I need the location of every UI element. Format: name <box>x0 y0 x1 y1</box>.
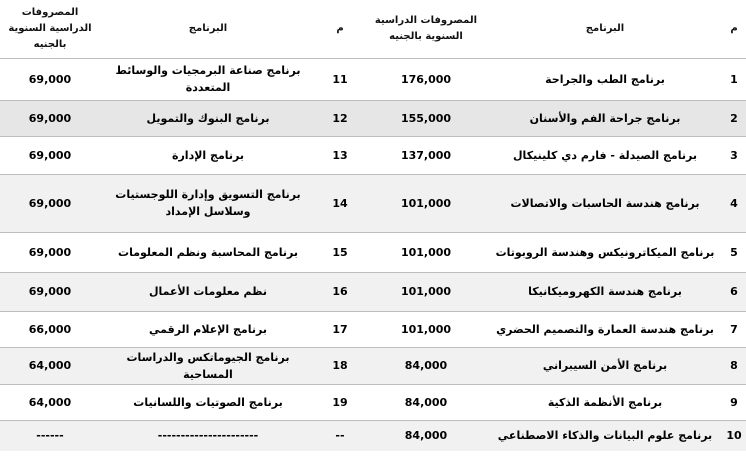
table-row <box>0 232 746 272</box>
program-name: نظم معلومات الأعمال <box>148 285 268 298</box>
program-name: برنامج التسويق وإدارة اللوجستيات وسلاسل الإمداد <box>115 188 301 218</box>
fee-value: 84,000 <box>404 395 448 409</box>
table-row <box>0 58 746 100</box>
program-name: برنامج الطب والجراحة <box>545 72 665 86</box>
fee-value: 101,000 <box>400 285 452 298</box>
fee-value: 84,000 <box>404 429 448 443</box>
table-row <box>0 100 746 136</box>
program-name: برنامج الأنظمة الذكية <box>547 395 663 409</box>
header-row <box>0 0 746 58</box>
row-number: 10 <box>726 429 742 443</box>
row-number: 16 <box>332 285 348 298</box>
header-program-left: البرنامج <box>188 22 228 34</box>
row-number: 7 <box>730 322 738 336</box>
fee-value: 137,000 <box>400 148 452 162</box>
header-m-right: م <box>730 22 738 34</box>
table-row <box>0 420 746 451</box>
fee-value: 101,000 <box>400 196 452 210</box>
row-number: 8 <box>730 359 738 372</box>
fee-value: 69,000 <box>28 285 72 298</box>
row-number: 2 <box>730 111 738 125</box>
fee-value: 69,000 <box>28 148 72 162</box>
program-name: برنامج صناعة البرمجيات والوسائط المتعددة <box>115 64 301 94</box>
row-number: 9 <box>730 395 738 409</box>
fee-value: 84,000 <box>404 359 448 372</box>
program-name: برنامج المحاسبة ونظم المعلومات <box>118 245 298 259</box>
table-row <box>0 136 746 174</box>
row-number: 15 <box>332 245 348 259</box>
row-number: 4 <box>730 196 738 210</box>
row-number: 18 <box>332 359 348 372</box>
row-number: -- <box>335 429 345 443</box>
row-number: 3 <box>730 148 738 162</box>
header-m-left: م <box>336 22 344 34</box>
fee-value: 155,000 <box>400 111 452 125</box>
fee-value: 66,000 <box>28 322 72 336</box>
program-name: برنامج جراحة الفم والأسنان <box>529 111 681 125</box>
program-name: برنامج هندسة الحاسبات والاتصالات <box>510 196 700 210</box>
fee-value: 101,000 <box>400 322 452 336</box>
fee-value: 64,000 <box>28 395 72 409</box>
fee-value: 176,000 <box>400 72 452 86</box>
program-name: برنامج الأمن السيبراني <box>542 359 668 372</box>
row-number: 19 <box>332 395 348 409</box>
program-name: برنامج الميكاترونيكس وهندسة الروبوتات <box>495 245 715 259</box>
fee-value: 69,000 <box>28 72 72 86</box>
program-name: برنامج علوم البيانات والذكاء الاصطناعي <box>497 429 713 443</box>
row-number: 5 <box>730 245 738 259</box>
row-number: 13 <box>332 148 348 162</box>
fee-value: 101,000 <box>400 245 452 259</box>
row-number: 11 <box>332 72 348 86</box>
row-number: 17 <box>332 322 348 336</box>
program-name: برنامج هندسة العمارة والتصميم الحضري <box>496 322 714 336</box>
table-row <box>0 174 746 232</box>
row-number: 12 <box>332 111 348 125</box>
program-name: برنامج الإدارة <box>171 148 244 162</box>
table-row <box>0 347 746 384</box>
header-program-right: البرنامج <box>585 22 625 34</box>
program-name: برنامج البنوك والتمويل <box>146 111 270 125</box>
program-name: ---------------------- <box>157 429 259 443</box>
program-name: برنامج هندسة الكهروميكانيكا <box>528 285 682 298</box>
fee-value: ------ <box>36 429 64 443</box>
row-number: 6 <box>730 285 738 298</box>
row-number: 1 <box>730 72 738 86</box>
program-name: برنامج الصوتيات واللسانيات <box>133 395 283 409</box>
table-row <box>0 272 746 311</box>
fee-value: 69,000 <box>28 245 72 259</box>
row-number: 14 <box>332 196 348 210</box>
header-fees-left: المصروفات الدراسية السنوية بالجنيه <box>8 6 92 50</box>
program-name: برنامج الصيدلة - فارم دي كلينيكال <box>513 148 697 162</box>
table-row <box>0 384 746 420</box>
fee-value: 69,000 <box>28 111 72 125</box>
table-row <box>0 311 746 347</box>
program-name: برنامج الجيوماتكس والدراسات المساحية <box>126 350 290 381</box>
fee-value: 64,000 <box>28 359 72 372</box>
program-name: برنامج الإعلام الرقمي <box>149 322 267 336</box>
header-fees-right: المصروفات الدراسية السنوية بالجنيه <box>374 14 478 42</box>
fee-value: 69,000 <box>28 196 72 210</box>
